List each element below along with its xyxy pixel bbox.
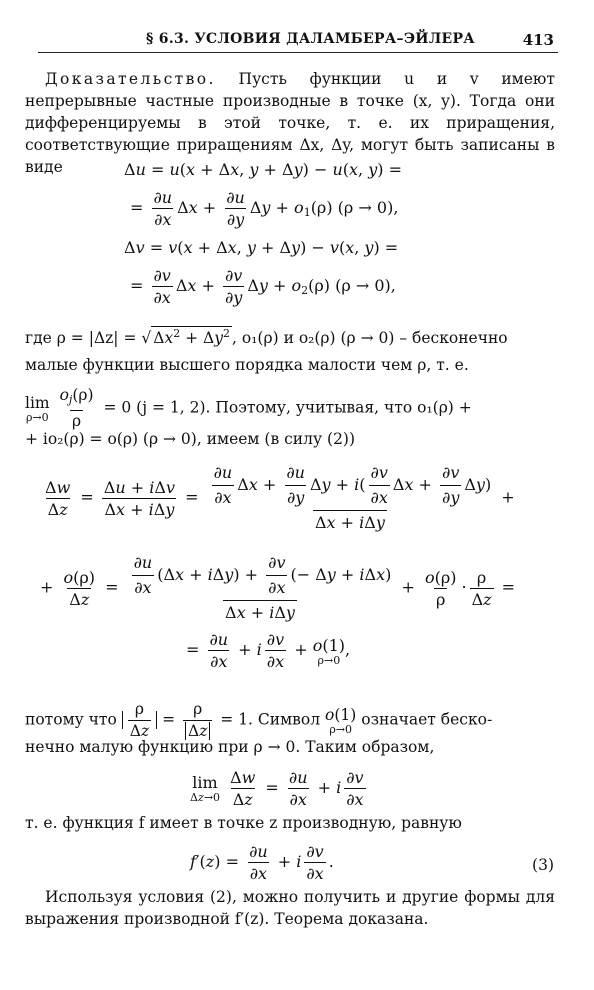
where-rho-start: где ρ = |Δz| =	[25, 329, 142, 347]
because-end: означает беско-	[361, 710, 493, 729]
plus-io2-line: + io₂(ρ) = o(ρ) (ρ → 0), имеем (в силу (2))	[25, 430, 356, 448]
dv-definition: Δv = v(x + Δx, y + Δy) − v(x, y) =	[124, 238, 399, 257]
because-symbol: = 1. Символ	[215, 710, 321, 729]
derivative-text-line: т. е. функция f имеет в точке z производную, равную	[25, 814, 462, 832]
dw-dz-continuation: + $\frac{o(\rho)}{\Delta z}$ = $\frac{\partial u}{\partial x}$ (Δx + iΔy) + $\frac{\partial v}{\partial x}$ (− Δy + iΔx) Δx + iΔy + $\frac{o(\rho)}{\rho}$ · $\frac{\rho}{\Delta z}$ =	[40, 553, 516, 622]
small-functions-line: малые функции высшего порядка малости чем ρ, т. е.	[25, 356, 469, 374]
limit-derivative-equation: lim Δz→0 $\frac{\Delta w}{\Delta z}$ = $\frac{\partial u}{\partial x}$ + i $\frac{\partial v}{\partial x}$	[190, 768, 364, 809]
because-line: потому что $\frac{\rho}{\Delta z}$ = $\frac{\rho}{\Delta z}$ = 1. Символ o(1) ρ→0 означает беско-	[25, 700, 493, 740]
dv-expansion: = $\frac{\partial v}{\partial x}$ Δx + $\frac{\partial v}{\partial y}$ $\Delta y + o_2(\rho) (\rho \to 0)$,	[130, 266, 396, 307]
du-expansion: = $\frac{\partial u}{\partial x}$ Δx + $\frac{\partial u}{\partial y}$ $\Delta y + o_1(\rho) (\rho \to 0)$,	[130, 188, 399, 229]
where-rho-end: , o₁(ρ) и o₂(ρ) (ρ → 0) – бесконечно	[232, 329, 508, 347]
limit-line-rest: = 0 (j = 1, 2). Поэтому, учитывая, что o₁(ρ) +	[98, 398, 472, 417]
final-paragraph: Используя условия (2), можно получить и другие формы для выражения производной f′(z). Теорема доказана.	[25, 888, 555, 928]
page-number: 413	[522, 31, 554, 49]
infinitesimal-line: нечно малую функцию при ρ → 0. Таким образом,	[25, 738, 435, 756]
where-rho-line	[25, 326, 508, 347]
proof-heading: Доказательство.	[45, 70, 216, 88]
running-title: § 6.3. УСЛОВИЯ ДАЛАМБЕРА–ЭЙЛЕРА	[146, 31, 475, 47]
abs-rho-over-dz: $\frac{\rho}{\Delta z}$	[122, 711, 157, 729]
derivative-formula: f′(z) = $\frac{\partial u}{\partial x}$ + i $\frac{\partial v}{\partial x}$ .	[190, 842, 334, 883]
o-one-symbol: o(1) ρ→0	[325, 706, 357, 736]
proof-intro-text: Пусть функции u и v имеют непрерывные частные производные в точке (x, y). Тогда они дифференцируемы в этой точке, т. е. их приращения, соответствующие приращениям Δx, Δy, могут быть записаны в виде	[25, 70, 555, 176]
limit-operator: lim ρ→0	[25, 393, 50, 424]
limit-line: lim ρ→0 $\frac{o_j(\rho)}{\rho}$ = 0 (j = 1, 2). Поэтому, учитывая, что o₁(ρ) +	[25, 386, 472, 430]
sqrt-expression: √ $\Delta x^2 + \Delta y^2$	[141, 327, 231, 347]
running-header	[38, 28, 558, 53]
dw-dz-equation: $\frac{\Delta w}{\Delta z}$ = $\frac{\text{Δu + iΔv}}{\text{Δx + iΔy}}$ = $\frac{\partial u}{\partial x}$ Δx + $\frac{\partial u}{\partial y}$ Δy + i( $\frac{\partial v}{\partial x}$ Δx + $\frac{\partial v}{\partial y}$ Δy) Δx + iΔy +	[45, 463, 515, 532]
because-start: потому что	[25, 710, 117, 729]
du-definition: Δu = u(x + Δx, y + Δy) − u(x, y) =	[124, 160, 402, 179]
equation-number: (3)	[532, 856, 554, 874]
dw-dz-result: = $\frac{\partial u}{\partial x}$ + i $\frac{\partial v}{\partial x}$ + o(1) ρ→0 ,	[186, 630, 351, 671]
